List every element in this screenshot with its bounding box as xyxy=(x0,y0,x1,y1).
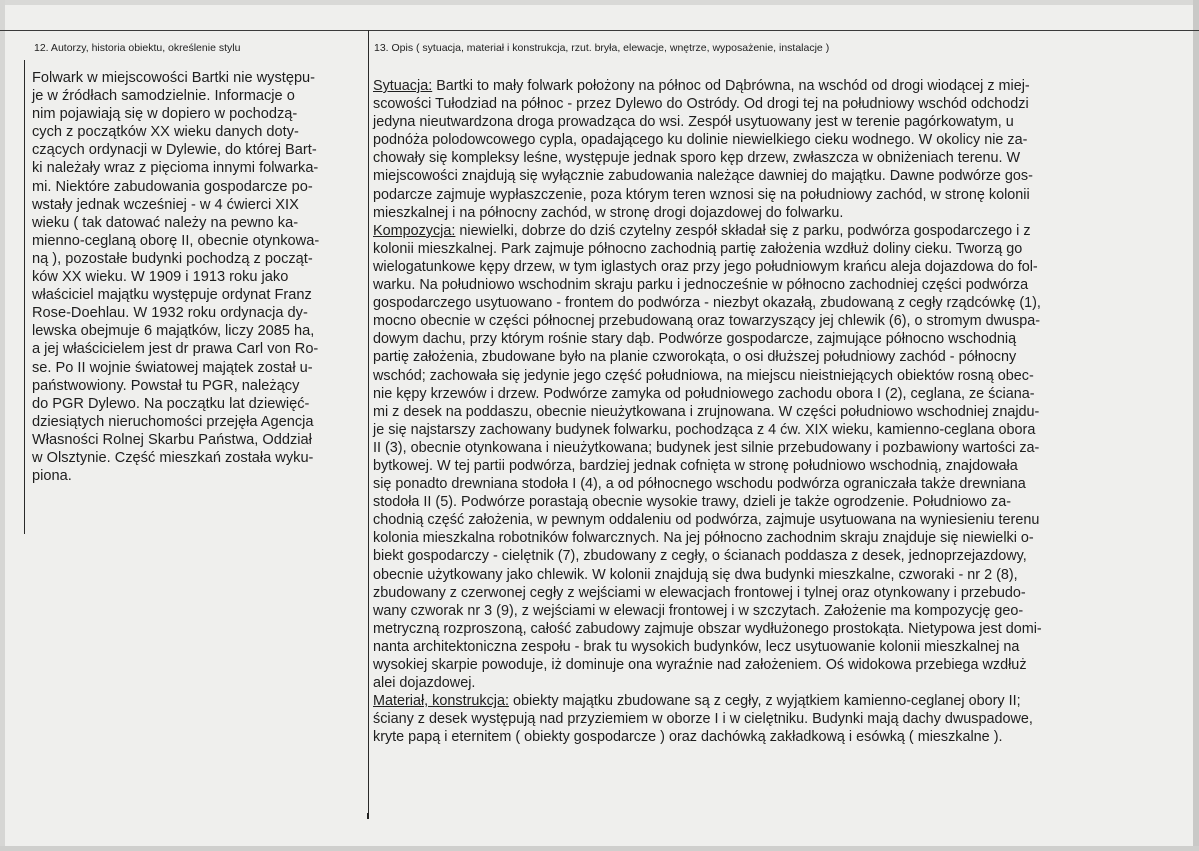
description-line-text: alei dojazdowej. xyxy=(373,675,476,692)
scan-edge-bottom xyxy=(0,846,1199,851)
description-line xyxy=(373,728,1165,746)
scan-mark xyxy=(367,813,369,819)
description-line xyxy=(373,367,1165,385)
description-line-text: jedyna nieutwardzona droga prowadząca do wsi. Zespół usytuowany jest w terenie pagórkowatym, u xyxy=(373,114,1014,131)
description-line xyxy=(373,421,1165,439)
description-line-text: chodnią część założenia, w pewnym oddaleniu od podwórza, zajmuje usytuowana na wyniesieniu terenu xyxy=(373,512,1040,529)
history-text xyxy=(32,69,362,485)
history-line: czących ordynacji w Dylewie, do której Bart- xyxy=(32,142,317,159)
description-text xyxy=(373,77,1165,746)
description-line-text: biekt gospodarczy - cielętnik (7), zbudowany z cegły, o ścianach poddasza z desek, jednoprzejazdowy, xyxy=(373,548,1027,565)
form-top-rule xyxy=(0,30,1199,31)
description-line-text: nanta architektoniczna zespołu - brak tu wysokich budynków, lecz usytuowanie kolonii mieszkalnej na xyxy=(373,638,1020,655)
description-line xyxy=(373,656,1165,674)
description-line xyxy=(373,240,1165,258)
description-line xyxy=(373,385,1165,403)
description-line xyxy=(373,294,1165,312)
description-line xyxy=(373,95,1165,113)
description-line xyxy=(373,312,1165,330)
description-line xyxy=(373,167,1165,185)
history-line: właściciel majątku występuje ordynat Franz xyxy=(32,287,312,304)
history-line: piona. xyxy=(32,468,72,485)
description-line xyxy=(373,511,1165,529)
history-line: mienno-ceglaną oborę II, obecnie otynkowa- xyxy=(32,232,320,249)
description-line-text: podnóża polodowcowego cypla, opadającego ku dolinie niewielkiego cieku wodnego. W okolicy nie za- xyxy=(373,132,1028,149)
description-line-text: ściany z desek występują nad przyziemiem w oborze I i w cielętniku. Budynki mają dachy dwuspadowe, xyxy=(373,711,1033,728)
description-line xyxy=(373,710,1165,728)
description-line xyxy=(373,602,1165,620)
history-line: mi. Niektóre zabudowania gospodarcze po- xyxy=(32,178,313,195)
history-line: cych z początków XX wieku danych doty- xyxy=(32,124,299,141)
history-line: Folwark w miejscowości Bartki nie występu- xyxy=(32,70,316,86)
section-label: Kompozycja: xyxy=(373,222,456,239)
description-line xyxy=(373,149,1165,167)
history-line: lewska obejmuje 6 majątków, liczy 2085 ha, xyxy=(32,323,315,340)
history-line: Rose-Doehlau. W 1932 roku ordynacja dy- xyxy=(32,305,308,322)
description-line xyxy=(373,475,1165,493)
description-line xyxy=(373,584,1165,602)
description-line xyxy=(373,276,1165,294)
history-line: nim pojawiają się w dopiero w pochodzą- xyxy=(32,106,298,123)
history-line: a jej właścicielem jest dr prawa Carl von Ro- xyxy=(32,341,319,358)
description-line-text: wschód; zachowała się jedynie jego część południowa, na miejscu nieistniejących obiektów rosną obec- xyxy=(373,367,1034,384)
description-line-text: wielogatunkowe kępy drzew, w tym iglastych oraz przy jego południowym krańcu aleja dojazdowa do fol- xyxy=(373,258,1038,275)
description-line xyxy=(373,638,1165,656)
description-line-text: wysokiej skarpie powoduje, iż dominuje ona wyraźnie nad założeniem. Oś widokowa przebiega wzdłuż xyxy=(373,657,1027,673)
description-line-text: bytkowej. W tej partii podwórza, bardziej jednak cofnięta w stronę południowo wschodnią, znajdowała xyxy=(373,457,1018,474)
description-line xyxy=(373,529,1165,547)
description-line xyxy=(373,186,1165,204)
description-line-text: gospodarczego usytuowano - frontem do podwórza - niezbyt okazałą, zbudowaną z cegły rządcówkę (1), xyxy=(373,295,1041,312)
description-line-text: kryte papą i eternitem ( obiekty gospodarcze ) oraz dachówką zakładkową i esówką ( mieszkalne ). xyxy=(373,729,1003,746)
description-line-text: się ponadto drewniana stodoła I (4), a od północnego wschodu podwórza ograniczała także drewniana xyxy=(373,476,1026,493)
history-line: ków XX wieku. W 1909 i 1913 roku jako xyxy=(32,269,289,286)
description-line-text: mi z desek na poddaszu, obecnie nieużytkowana i zrujnowana. W części południowo wschodniej znajdu- xyxy=(373,403,1040,420)
description-line-text: miejscowości znajdują się wyłącznie zabudowania należące dawniej do majątku. Dawne podwórze gos- xyxy=(373,168,1033,185)
description-line xyxy=(373,692,1165,710)
description-line-text: warku. Na południowo wschodnim skraju parku i jednocześnie w północno zachodniej części podwórza xyxy=(373,277,1029,294)
description-line xyxy=(373,457,1165,475)
history-line: w Olsztynie. Część mieszkań została wyku- xyxy=(32,449,314,466)
history-line: państwowiony. Powstał tu PGR, należący xyxy=(32,377,300,394)
history-line: je w źródłach samodzielnie. Informacje o xyxy=(32,88,295,105)
description-line-text: kolonii mieszkalnej. Park zajmuje północno zachodnią partię założenia wzdłuż doliny cieku. Tworzą go xyxy=(373,240,1023,257)
section-12-heading: 12. Autorzy, historia obiektu, określenie stylu xyxy=(34,42,241,54)
description-line xyxy=(373,439,1165,457)
description-line xyxy=(373,547,1165,565)
description-line-text: obiekty majątku zbudowane są z cegły, z wyjątkiem kamienno-ceglanej obory II; xyxy=(508,693,1021,710)
description-line-text: metryczną rozproszoną, całość zabudowy zajmuje obszar wydłużonego prostokąta. Nietypowa jest domi- xyxy=(373,620,1042,637)
description-line-text: kolonia mieszkalna robotników folwarcznych. Na jej północno zachodnim skraju znajduje się niewielki o- xyxy=(373,530,1034,547)
history-line: ki należały wraz z pięcioma innymi folwarka- xyxy=(32,160,319,177)
description-line-text: Bartki to mały folwark położony na północ od Dąbrówna, na wschód od drogi wiodącej z miej- xyxy=(432,78,1030,94)
description-line xyxy=(373,113,1165,131)
description-line-text: dowym dachu, przy którym rośnie stary dąb. Podwórze gospodarcze, zajmujące północno wschodnią xyxy=(373,331,1017,348)
description-line xyxy=(373,204,1165,222)
description-line-text: scowości Tułodziad na północ - przez Dylewo do Ostródy. Od drogi tej na południowy wschód odchodzi xyxy=(373,96,1029,113)
column-divider xyxy=(368,30,369,814)
description-line-text: stodoła II (5). Podwórze porastają obecnie wysokie trawy, dzieli je także ogrodzenie. Południowo za- xyxy=(373,494,1012,511)
description-line-text: nie kępy krzewów i drzew. Podwórze zamyka od południowego zachodu obora I (2), ceglana, ze ściana- xyxy=(373,385,1035,402)
scan-edge-left xyxy=(0,0,5,851)
history-line: dziesiątych nieruchomości przejęła Agencja xyxy=(32,413,314,430)
description-line-text: mocno obecnie w części północnej przebudowaną oraz towarzyszący jej chlewik (6), o stromym dwuspa- xyxy=(373,313,1041,330)
description-line xyxy=(373,493,1165,511)
description-line xyxy=(373,620,1165,638)
description-line-text: mieszkalnej i na północny zachód, w stronę drogi dojazdowej do folwarku. xyxy=(373,204,844,221)
description-line xyxy=(373,566,1165,584)
description-line xyxy=(373,222,1165,240)
description-line-text: obecnie użytkowany jako chlewik. W kolonii znajdują się dwa budynki mieszkalne, czworaki - nr 2 (8), xyxy=(373,566,1018,583)
description-line xyxy=(373,674,1165,692)
description-line-text: je się najstarszy zachowany budynek folwarku, pochodząca z 4 ćw. XIX wieku, kamienno-ceglana obora xyxy=(373,421,1036,438)
section-label: Materiał, konstrukcja: xyxy=(373,693,509,710)
section-13-heading: 13. Opis ( sytuacja, materiał i konstrukcja, rzut. bryła, elewacje, wnętrze, wyposażenie, instalacje ) xyxy=(374,42,830,54)
history-line: wstały jednak wcześniej - w 4 ćwierci XIX xyxy=(32,196,299,213)
description-line xyxy=(373,258,1165,276)
history-line: ną ), pozostałe budynki pochodzą z począt- xyxy=(32,250,313,267)
description-line xyxy=(373,330,1165,348)
history-line: se. Po II wojnie światowej majątek został u- xyxy=(32,359,313,376)
history-line: wieku ( tak datować należy na pewno ka- xyxy=(32,214,299,231)
description-line-text: wany czworak nr 3 (9), z wejściami w elewacji frontowej i w szczytach. Założenie ma kompozycję geo- xyxy=(373,602,1024,619)
description-line-text: podarcze zajmuje wypłaszczenie, poza którym teren wznosi się na południowy zachód, w stronę kolonii xyxy=(373,186,1030,203)
description-line-text: II (3), obecnie otynkowana i nieużytkowana; budynek jest silnie przebudowany i pozbawiony wartości za- xyxy=(373,439,1040,456)
description-line-text: partię założenia, zbudowane było na planie czworokąta, o osi dłuższej południowy zachód - północny xyxy=(373,349,1017,366)
description-line-text: chowały się kompleksy leśne, występuje jednak sporo kęp drzew, zwłaszcza w obniżeniach terenu. W xyxy=(373,150,1021,167)
description-line xyxy=(373,403,1165,421)
scan-edge-top xyxy=(0,0,1199,5)
description-line xyxy=(373,348,1165,366)
description-line-text: zbudowany z czerwonej cegły z wejściami w elewacjach frontowej i tylnej oraz otynkowany i przebudo- xyxy=(373,584,1026,601)
description-line xyxy=(373,77,1165,95)
description-line xyxy=(373,131,1165,149)
history-line: do PGR Dylewo. Na początku lat dziewięć- xyxy=(32,395,310,412)
scan-edge-right xyxy=(1193,0,1199,851)
history-line: Własności Rolnej Skarbu Państwa, Oddział xyxy=(32,431,312,448)
description-line-text: niewielki, dobrze do dziś czytelny zespół składał się z parku, podwórza gospodarczego i z xyxy=(455,222,1031,239)
section-label: Sytuacja: xyxy=(373,78,433,94)
